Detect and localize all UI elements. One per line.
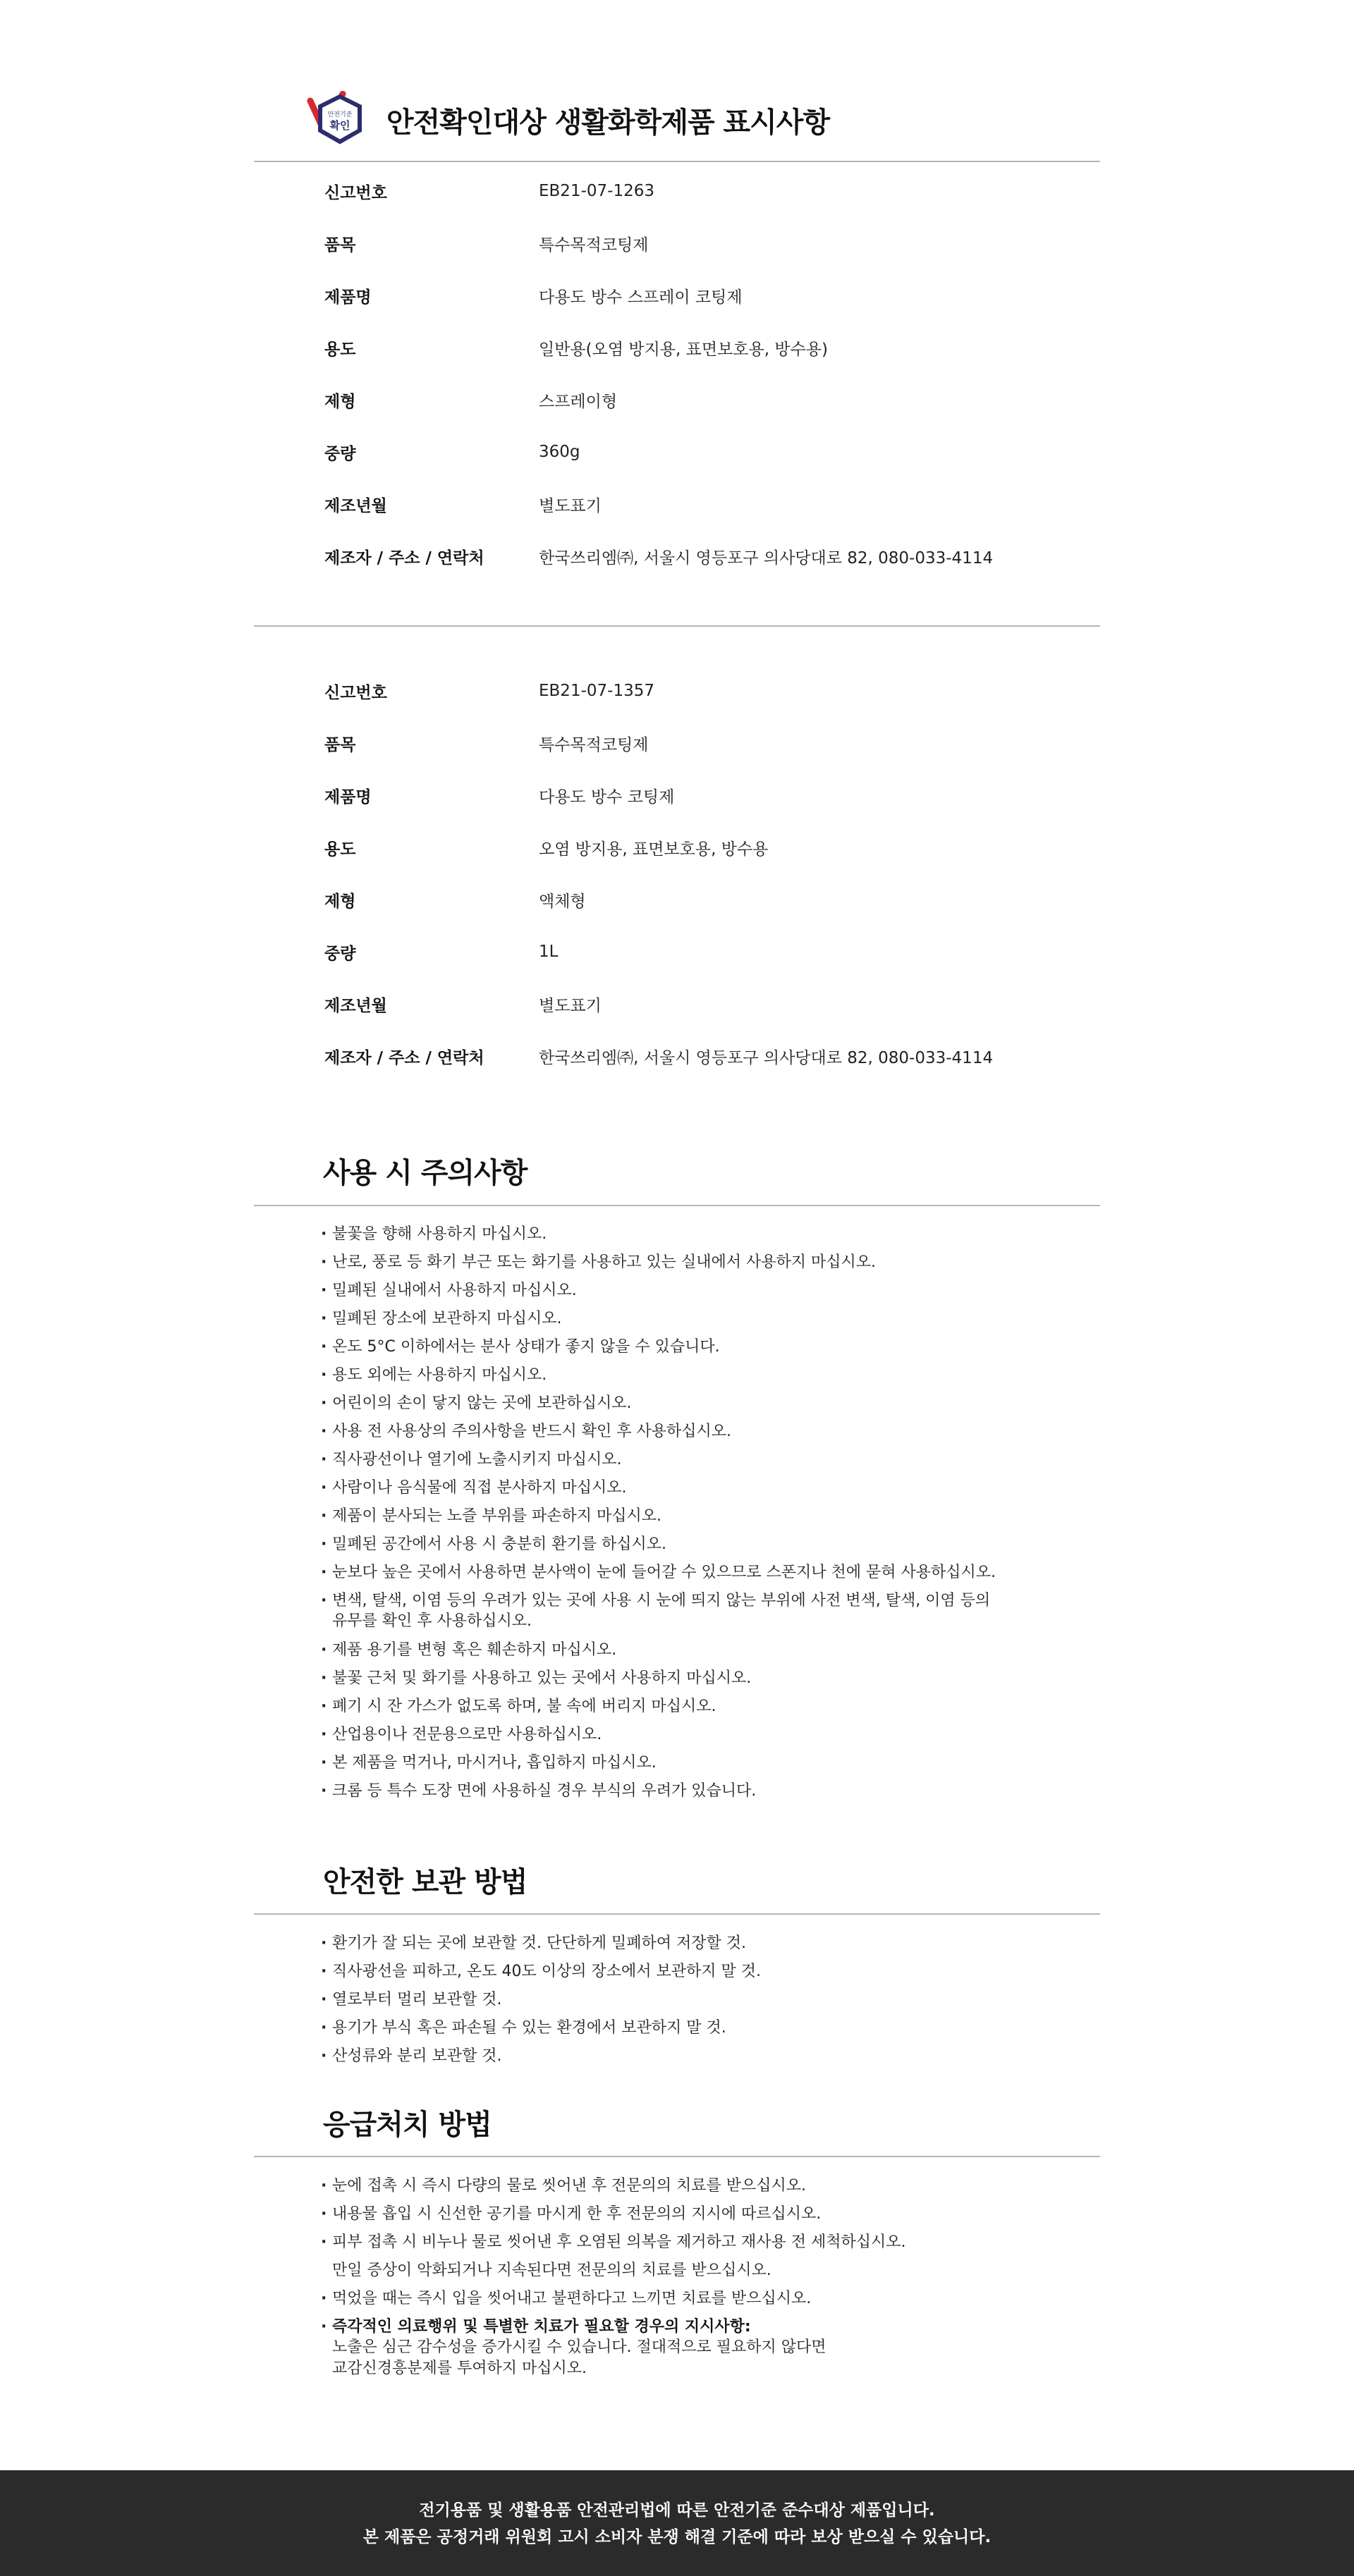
caution-divider	[254, 1205, 1100, 1206]
logo-main-text: 확인	[329, 119, 350, 132]
spec-label: 품목	[324, 735, 356, 754]
safety-check-logo	[303, 91, 370, 149]
spec-label: 제형	[324, 392, 356, 411]
spec-value: 특수목적코팅제	[539, 235, 649, 254]
storage-list	[321, 1930, 1097, 2071]
list-item: · 폐기 시 잔 가스가 없도록 하며, 불 속에 버리지 마십시오.	[321, 1693, 1097, 1721]
spec-label: 품목	[324, 235, 356, 254]
list-item: · 먹었을 때는 즉시 입을 씻어내고 불편하다고 느끼면 치료를 받으십시오.	[321, 2285, 1097, 2313]
list-item: · 용기가 부식 혹은 파손될 수 있는 환경에서 보관하지 말 것.	[321, 2014, 1097, 2042]
page-footer	[0, 2470, 1354, 2576]
firstaid-list	[321, 2172, 1097, 2384]
list-item	[321, 1587, 1097, 1636]
list-item: · 피부 접촉 시 비누나 물로 씻어낸 후 오염된 의복을 제거하고 재사용 전 세척하십시오.	[321, 2228, 1097, 2257]
spec-value: 별도표기	[539, 996, 602, 1015]
list-item-line: 노출은 심근 감수성을 증가시킬 수 있습니다. 절대적으로 필요하지 않다면	[332, 2338, 827, 2356]
footer-line-1: 전기용품 및 생활용품 안전관리법에 따른 안전기준 준수대상 제품입니다.	[419, 2501, 935, 2520]
list-item: · 눈에 접촉 시 즉시 다량의 물로 씻어낸 후 전문의의 치료를 받으십시오.	[321, 2172, 1097, 2200]
list-item: · 사용 전 사용상의 주의사항을 반드시 확인 후 사용하십시오.	[321, 1418, 1097, 1446]
spec-label: 제품명	[324, 787, 372, 806]
spec-row	[324, 926, 1072, 978]
product-spec-2	[324, 665, 1072, 1082]
list-item: · 본 제품을 먹거나, 마시거나, 흡입하지 마십시오.	[321, 1749, 1097, 1777]
spec-value: 오염 방지용, 표면보호용, 방수용	[539, 840, 769, 859]
spec-value: 다용도 방수 코팅제	[539, 787, 675, 806]
spec-row	[324, 478, 1072, 530]
logo-small-text: 안전기준	[327, 111, 353, 118]
caution-list	[321, 1220, 1097, 1805]
spec-row	[324, 978, 1072, 1030]
spec-row	[324, 665, 1072, 717]
storage-section-title: 안전한 보관 방법	[323, 1866, 527, 1899]
list-item: · 사람이나 음식물에 직접 분사하지 마십시오.	[321, 1474, 1097, 1502]
footer-line-2: 본 제품은 공정거래 위원회 고시 소비자 분쟁 해결 기준에 따라 보상 받으실 수 있습니다.	[362, 2528, 992, 2546]
spec-label: 제품명	[324, 288, 372, 307]
list-item	[321, 2313, 1097, 2384]
spec-label: 제조년월	[324, 496, 387, 515]
product-spec-1	[324, 165, 1072, 582]
list-item: · 어린이의 손이 닿지 않는 곳에 보관하십시오.	[321, 1390, 1097, 1418]
spec-row	[324, 217, 1072, 269]
list-item-continuation: 유무를 확인 후 사용하십시오.	[332, 1612, 532, 1630]
list-item: · 밀폐된 장소에 보관하지 마십시오.	[321, 1305, 1097, 1333]
list-item-text: 변색, 탈색, 이염 등의 우려가 있는 곳에 사용 시 눈에 띄지 않는 부위에 사전 변색, 탈색, 이염 등의	[332, 1592, 991, 1609]
spec-value: 다용도 방수 스프레이 코팅제	[539, 288, 743, 307]
spec-value: EB21-07-1263	[539, 182, 654, 200]
spec-row	[324, 769, 1072, 821]
list-item: · 산성류와 분리 보관할 것.	[321, 2042, 1097, 2071]
list-item: · 눈보다 높은 곳에서 사용하면 분사액이 눈에 들어갈 수 있으므로 스폰지나 천에 묻혀 사용하십시오.	[321, 1559, 1097, 1587]
list-item: · 열로부터 멀리 보관할 것.	[321, 1986, 1097, 2014]
spec-value: 일반용(오염 방지용, 표면보호용, 방수용)	[539, 340, 828, 359]
spec-value: 한국쓰리엠㈜, 서울시 영등포구 의사당대로 82, 080-033-4114	[539, 548, 994, 568]
firstaid-divider	[254, 2156, 1100, 2157]
spec-value: 한국쓰리엠㈜, 서울시 영등포구 의사당대로 82, 080-033-4114	[539, 1048, 994, 1067]
page-header	[303, 90, 829, 149]
spec-row	[324, 873, 1072, 926]
spec-value: 별도표기	[539, 496, 602, 515]
spec-label: 신고번호	[324, 183, 387, 202]
spec-row	[324, 821, 1072, 873]
spec-label: 제조년월	[324, 996, 387, 1015]
spec-row	[324, 717, 1072, 769]
list-item: · 온도 5°C 이하에서는 분사 상태가 좋지 않을 수 있습니다.	[321, 1333, 1097, 1361]
list-item: · 밀폐된 공간에서 사용 시 충분히 환기를 하십시오.	[321, 1531, 1097, 1559]
header-divider	[254, 161, 1100, 162]
list-item: · 용도 외에는 사용하지 마십시오.	[321, 1361, 1097, 1390]
spec-label: 중량	[324, 944, 356, 963]
spec-value: 스프레이형	[539, 392, 618, 411]
list-item-line: 교감신경흥분제를 투여하지 마십시오.	[332, 2360, 587, 2377]
list-item: · 직사광선이나 열기에 노출시키지 마십시오.	[321, 1446, 1097, 1474]
spec-row	[324, 1030, 1072, 1082]
safety-check-logo-icon	[303, 91, 370, 149]
list-item: · 직사광선을 피하고, 온도 40도 이상의 장소에서 보관하지 말 것.	[321, 1958, 1097, 1986]
spec-value: 액체형	[539, 892, 586, 911]
spec-row	[324, 165, 1072, 217]
spec-value: 특수목적코팅제	[539, 735, 649, 754]
spec-row	[324, 374, 1072, 426]
spec-value: 360g	[539, 443, 580, 461]
spec-label: 제조자 / 주소 / 연락처	[324, 1048, 484, 1067]
caution-section-title: 사용 시 주의사항	[323, 1157, 527, 1189]
firstaid-section-title: 응급처치 방법	[323, 2109, 492, 2141]
list-item: · 불꽃 근처 및 화기를 사용하고 있는 곳에서 사용하지 마십시오.	[321, 1664, 1097, 1693]
list-item: · 제품 용기를 변형 혹은 훼손하지 마십시오.	[321, 1636, 1097, 1664]
spec-row	[324, 321, 1072, 374]
product-divider	[254, 625, 1100, 627]
list-item: · 산업용이나 전문용으로만 사용하십시오.	[321, 1721, 1097, 1749]
spec-label: 신고번호	[324, 683, 387, 702]
spec-label: 제형	[324, 892, 356, 911]
list-item: · 불꽃을 향해 사용하지 마십시오.	[321, 1220, 1097, 1249]
spec-row	[324, 530, 1072, 582]
spec-label: 중량	[324, 444, 356, 463]
list-item: · 난로, 풍로 등 화기 부근 또는 화기를 사용하고 있는 실내에서 사용하지 마십시오.	[321, 1249, 1097, 1277]
spec-row	[324, 269, 1072, 321]
storage-divider	[254, 1913, 1100, 1915]
list-item: · 크롬 등 특수 도장 면에 사용하실 경우 부식의 우려가 있습니다.	[321, 1777, 1097, 1805]
spec-row	[324, 426, 1072, 478]
spec-value: EB21-07-1357	[539, 682, 654, 700]
spec-value: 1L	[539, 943, 559, 961]
spec-label: 용도	[324, 340, 356, 359]
list-item: · 내용물 흡입 시 신선한 공기를 마시게 한 후 전문의의 지시에 따르십시오.	[321, 2200, 1097, 2228]
list-item: · 환기가 잘 되는 곳에 보관할 것. 단단하게 밀폐하여 저장할 것.	[321, 1930, 1097, 1958]
list-item: · 제품이 분사되는 노즐 부위를 파손하지 마십시오.	[321, 1502, 1097, 1531]
page-title: 안전확인대상 생활화학제품 표시사항	[386, 106, 830, 139]
list-item: · 밀폐된 실내에서 사용하지 마십시오.	[321, 1277, 1097, 1305]
list-item-lead: 즉각적인 의료행위 및 특별한 치료가 필요할 경우의 지시사항:	[332, 2318, 751, 2336]
list-item-continuation: 만일 증상이 악화되거나 지속된다면 전문의의 치료를 받으십시오.	[332, 2262, 771, 2279]
spec-label: 제조자 / 주소 / 연락처	[324, 548, 484, 568]
spec-label: 용도	[324, 840, 356, 859]
